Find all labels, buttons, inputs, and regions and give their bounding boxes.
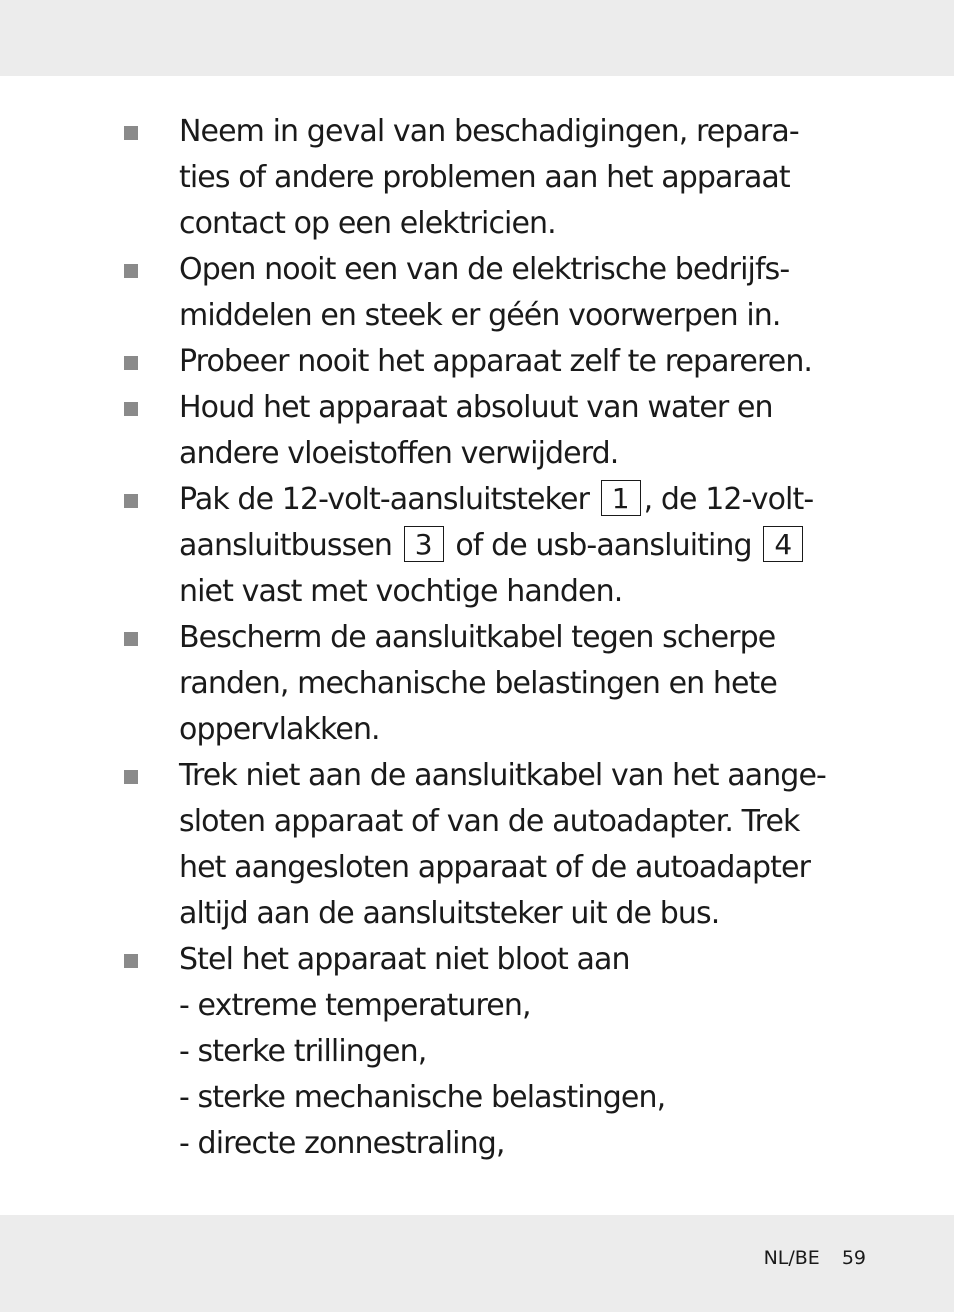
page-number: 59	[841, 1247, 866, 1269]
list-item	[120, 937, 840, 1167]
text-line: het aangesloten apparaat of de autoadapter	[179, 850, 811, 885]
sub-item: - extreme temperaturen,	[179, 988, 531, 1023]
text-line: Houd het apparaat absoluut van water en	[179, 390, 773, 425]
text-line: Trek niet aan de aansluitkabel van het aange-	[179, 758, 826, 793]
square-bullet-icon	[124, 494, 138, 508]
part-reference-3: 3	[404, 526, 444, 562]
text-segment: , de 12-volt-	[643, 482, 814, 517]
text-line: Open nooit een van de elektrische bedrijfs-	[179, 252, 790, 287]
square-bullet-icon	[124, 402, 138, 416]
text-line: contact op een elektricien.	[179, 206, 556, 241]
list-item	[120, 247, 840, 339]
safety-instructions-list	[120, 109, 840, 1167]
text-segment: Pak de 12-volt-aansluitsteker	[179, 482, 589, 517]
text-line: randen, mechanische belastingen en hete	[179, 666, 777, 701]
square-bullet-icon	[124, 770, 138, 784]
text-line: Stel het apparaat niet bloot aan	[179, 942, 630, 977]
list-item	[120, 109, 840, 247]
text-line	[179, 477, 840, 523]
square-bullet-icon	[124, 632, 138, 646]
part-reference-4: 4	[763, 526, 803, 562]
list-item	[120, 385, 840, 477]
text-line: middelen en steek er géén voorwerpen in.	[179, 298, 781, 333]
text-line: Probeer nooit het apparaat zelf te repareren.	[179, 344, 813, 379]
square-bullet-icon	[124, 954, 138, 968]
sub-item: - directe zonnestraling,	[179, 1126, 505, 1161]
text-line: niet vast met vochtige handen.	[179, 574, 623, 609]
list-item	[120, 477, 840, 615]
text-line: ties of andere problemen aan het apparaat	[179, 160, 790, 195]
list-item	[120, 339, 840, 385]
sub-item: - sterke trillingen,	[179, 1034, 427, 1069]
text-line: Neem in geval van beschadigingen, repara-	[179, 114, 799, 149]
text-segment: aansluitbussen	[179, 528, 393, 563]
square-bullet-icon	[124, 264, 138, 278]
text-line: andere vloeistoffen verwijderd.	[179, 436, 619, 471]
part-reference-1: 1	[601, 480, 641, 516]
text-segment: of de usb-aansluiting	[455, 528, 752, 563]
square-bullet-icon	[124, 126, 138, 140]
text-line	[179, 523, 840, 569]
text-line: oppervlakken.	[179, 712, 380, 747]
header-band	[0, 0, 954, 76]
page-footer	[764, 1247, 866, 1269]
text-line: Bescherm de aansluitkabel tegen scherpe	[179, 620, 776, 655]
square-bullet-icon	[124, 356, 138, 370]
language-code: NL/BE	[763, 1247, 820, 1269]
sub-item: - sterke mechanische belastingen,	[179, 1080, 666, 1115]
list-item	[120, 615, 840, 753]
list-item	[120, 753, 840, 937]
text-line: altijd aan de aansluitsteker uit de bus.	[179, 896, 720, 931]
text-line: sloten apparaat of van de autoadapter. Trek	[179, 804, 800, 839]
